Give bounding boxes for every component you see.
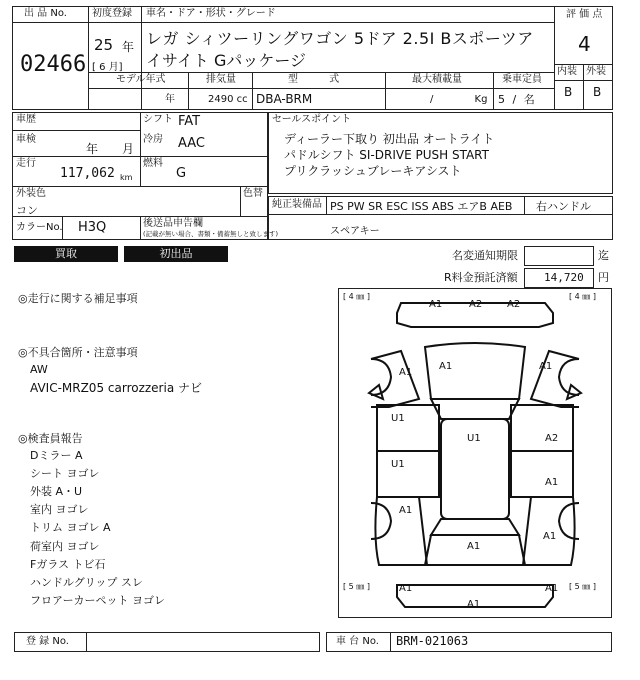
ac-label: 冷房: [143, 134, 163, 145]
name-change-label: 名変通知期限: [452, 249, 518, 262]
inspection-label: 車検: [16, 134, 36, 145]
vehicle-line1: レガ シィツーリングワゴン 5ドア 2.5I Bスポーツア: [146, 29, 534, 48]
year-unit: 年: [122, 40, 135, 54]
exterior-grade: B: [593, 85, 602, 99]
inspector-item: フロアーカーペット ヨゴレ: [30, 594, 165, 607]
defect-item: AVIC-MRZ05 carrozzeria ナビ: [30, 381, 202, 395]
inspector-item: ハンドルグリップ スレ: [30, 576, 143, 589]
damage-front-bumper-center: A2: [469, 299, 483, 310]
damage-front-bumper-right: A2: [507, 299, 521, 310]
aftermarket-value: スペアキー: [330, 226, 380, 237]
ac-value: AAC: [178, 136, 205, 151]
shift-value: FAT: [178, 114, 201, 129]
type-value: DBA-BRM: [256, 92, 313, 106]
damage-fender-right: A1: [539, 361, 553, 372]
exterior-label: 外装: [586, 66, 606, 77]
fuel-value: G: [176, 166, 187, 181]
lot-label: 出 品 No.: [24, 8, 67, 19]
first-reg-year: 25: [94, 36, 114, 54]
inspector-item: Dミラー A: [30, 449, 83, 462]
max-load-label: 最大積載量: [412, 74, 462, 85]
color-no-label: カラーNo.: [16, 222, 63, 233]
damage-rear-door-left: U1: [391, 459, 405, 470]
history-label: 車歴: [16, 114, 36, 125]
displacement-value: 2490 cc: [208, 94, 248, 105]
damage-front-door-right: A2: [545, 433, 559, 444]
sales-point-label: セールスポイント: [272, 114, 352, 125]
aftermarket-label: 後送品申告欄: [143, 218, 203, 229]
mileage-label: 走行: [16, 158, 36, 169]
model-year-label: モデル年式: [116, 74, 166, 85]
inspection-month: 月: [122, 142, 135, 156]
recycle-value: 14,720: [544, 271, 584, 284]
inspector-item: 室内 ヨゴレ: [30, 503, 89, 516]
defects-title: ◎不具合箇所・注意事項: [18, 346, 138, 359]
capacity-value: 5 / 名: [498, 93, 535, 106]
chassis-value: BRM-021063: [396, 634, 469, 648]
vehicle-label: 車名・ドア・形状・グレード: [146, 8, 276, 19]
name-change-box: [524, 246, 594, 266]
first-listing-badge: 初出品: [124, 246, 228, 262]
inspection-year: 年: [86, 142, 99, 156]
fuel-label: 燃料: [143, 158, 163, 169]
tire-front-right: [ 4 ㎜ ]: [569, 292, 596, 301]
damage-roof: U1: [467, 433, 481, 444]
inspector-item: トリム ヨゴレ A: [30, 521, 111, 534]
chassis-label: 車 台 No.: [336, 636, 379, 647]
interior-grade: B: [564, 85, 573, 99]
damage-rear-bumper-left: A1: [399, 583, 413, 594]
aftermarket-note: (記載が無い場合、書類・備蓄無しと致します): [143, 230, 279, 238]
name-change-unit: 迄: [598, 249, 609, 262]
vehicle-line2: イサイト Gパッケージ: [146, 51, 307, 70]
recycle-unit: 円: [598, 271, 609, 284]
model-year-unit: 年: [165, 94, 175, 105]
damage-rear-gate: A1: [467, 541, 481, 552]
handle-value: 右ハンドル: [536, 200, 591, 213]
defect-item: AW: [30, 363, 48, 376]
inspector-item: 外装 A・U: [30, 485, 83, 498]
inspector-item: シート ヨゴレ: [30, 467, 100, 480]
inspector-title: ◎検査員報告: [18, 432, 83, 445]
purchase-badge: 買取: [14, 246, 118, 262]
inspector-item: 荷室内 ヨゴレ: [30, 540, 100, 553]
shift-label: シフト: [143, 114, 173, 125]
registration-label: 登 録 No.: [26, 636, 69, 647]
damage-quarter-right: A1: [543, 531, 557, 542]
damage-hood: A1: [439, 361, 453, 372]
damage-front-bumper-left: A1: [429, 299, 443, 310]
color-change-label: 色替: [243, 188, 263, 199]
sales-point-1: ディーラー下取り 初出品 オートライト: [284, 132, 495, 146]
sales-point-3: プリクラッシュブレーキアシスト: [284, 164, 462, 178]
score-label: 評 価 点: [566, 9, 603, 20]
car-diagram: [338, 288, 612, 618]
tire-rear-right: [ 5 ㎜ ]: [569, 582, 596, 591]
exterior-color-label: 外装色: [16, 188, 46, 199]
mileage-unit: km: [120, 173, 133, 182]
first-reg-label: 初度登録: [92, 8, 132, 19]
damage-front-door-left: U1: [391, 413, 405, 424]
tire-front-left: [ 4 ㎜ ]: [343, 292, 370, 301]
damage-quarter-left: A1: [399, 505, 413, 516]
equipment-value: PS PW SR ESC ISS ABS エアB AEB: [330, 200, 513, 213]
first-reg-month: [ 6 月]: [92, 62, 123, 73]
recycle-label: R料金預託済額: [444, 271, 518, 284]
max-load-value: / Kg: [430, 94, 488, 105]
damage-fender-left: A1: [399, 367, 413, 378]
equipment-label: 純正装備品: [272, 199, 322, 210]
tire-rear-left: [ 5 ㎜ ]: [343, 582, 370, 591]
score-value: 4: [578, 32, 591, 56]
mileage-value: 117,062: [60, 166, 115, 181]
damage-rear-bumper-center: A1: [467, 599, 481, 610]
displacement-label: 排気量: [206, 74, 236, 85]
damage-rear-bumper-right: A1: [545, 583, 559, 594]
capacity-label: 乗車定員: [502, 74, 542, 85]
lot-number: 02466: [20, 52, 87, 77]
damage-rear-door-right: A1: [545, 477, 559, 488]
inspector-item: Fガラス トビ石: [30, 558, 106, 571]
supplement-title: ◎走行に関する補足事項: [18, 292, 138, 305]
type-label: 型 式: [288, 74, 354, 85]
sales-point-2: パドルシフト SI-DRIVE PUSH START: [284, 148, 489, 162]
exterior-color-value: コン: [16, 204, 38, 217]
color-no-value: H3Q: [78, 220, 107, 235]
interior-label: 内装: [557, 66, 577, 77]
